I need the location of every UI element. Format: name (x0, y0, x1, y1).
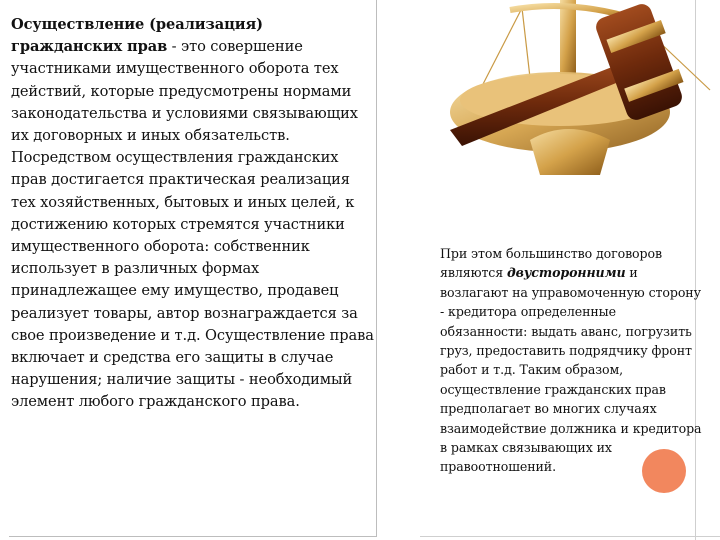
right-paragraph (440, 244, 702, 477)
paragraph-title: Осуществление (реализация) гражданских прав (11, 16, 263, 56)
gavel-and-scales-icon (440, 0, 716, 180)
decorative-circle (642, 449, 686, 493)
left-paragraph (11, 14, 376, 414)
right-rest: и возлагают на управомоченную сторону - кредитора определенные обязанности: выдать аванс, погрузить груз, предоставить подрядчику фронт работ и т.д. Таким образом, осуществление гражданских прав предполагает во многих случаях взаимодействие должника и кредитора в рамках связывающих их правоотношений. (440, 265, 702, 475)
paragraph-body: - это совершение участниками имущественного оборота тех действий, которые предусмотрены нормами законодательства и условиями связывающих их договорных и иных обязательств. Посредством осуществления гражданских прав достигается практическая реализация тех хозяйственных, бытовых и иных целей, к достижению которых стремятся участники имущественного оборота: собственник использует в различных формах принадлежащее ему имущество, продавец реализует товары, автор вознаграждается за свое произведение и т.д. Осуществление права включает и средства его защиты в случае нарушения; наличие защиты - необходимый элемент любого гражданского права. (11, 38, 374, 411)
right-emphasis: двусторонними (507, 265, 626, 281)
bottom-border (420, 536, 720, 537)
right-intro: При этом большинство договоров являются (440, 246, 662, 281)
